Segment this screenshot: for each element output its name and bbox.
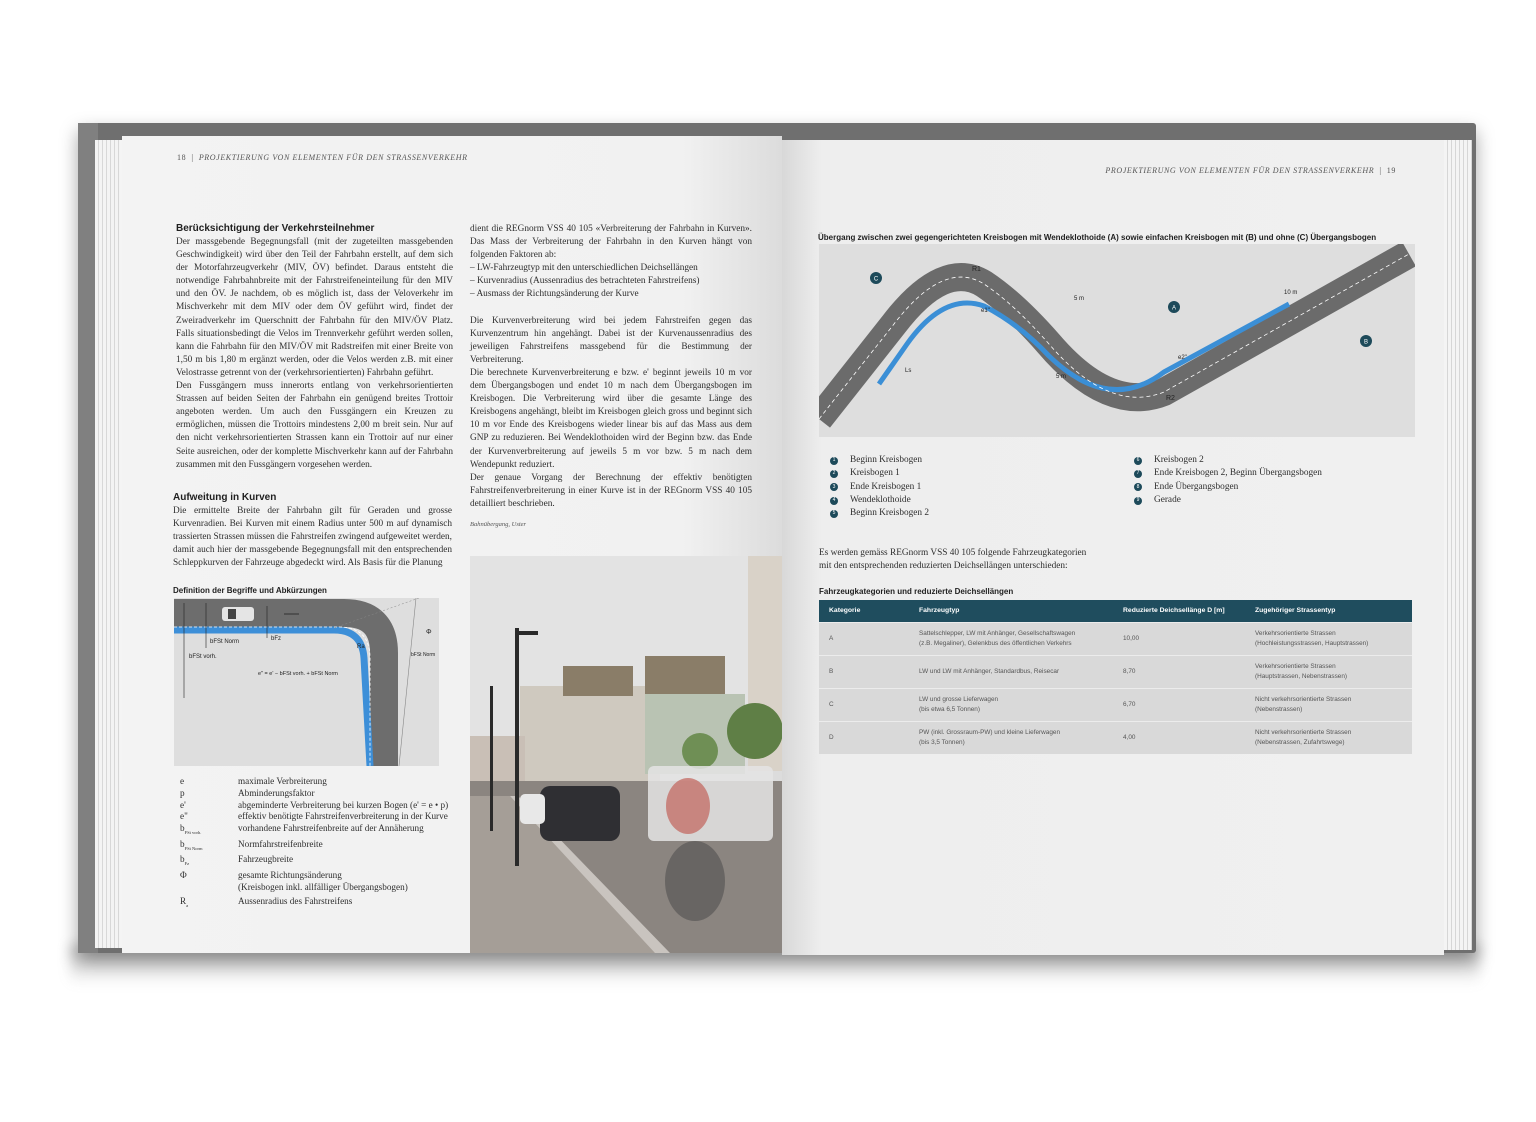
curve-widening-diagram — [174, 598, 439, 766]
table-row: C LW und grosse Lieferwagen (bis etwa 6,5 Tonnen) 6,70 Nicht verkehrsorientierte Strassen (Nebenstrassen) — [819, 688, 1412, 721]
column-header: Kategorie — [819, 600, 909, 622]
label-5m-b: 5 m — [1056, 374, 1067, 380]
legend-item: 3 Ende Kreisbogen 1 — [830, 481, 929, 494]
page-number: 19 — [1386, 166, 1396, 175]
legend-item: 5 Beginn Kreisbogen 2 — [830, 507, 929, 520]
section-heading: Berücksichtigung der Verkehrsteilnehmer — [176, 223, 375, 234]
curve-transition-diagram — [819, 244, 1415, 437]
table-header-row — [819, 600, 1412, 622]
list-item: – Ausmass der Richtungsänderung der Kurve — [470, 289, 639, 300]
running-title: PROJEKTIERUNG VON ELEMENTEN FÜR DEN STRASSENVERKEHR — [1105, 166, 1375, 175]
section-body — [173, 505, 452, 570]
table-title: Fahrzeugkategorien und reduzierte Deichsellängen — [819, 587, 1014, 596]
page-number: 18 — [177, 153, 187, 162]
legend-item: 1 Beginn Kreisbogen — [830, 454, 929, 467]
legend-item: 9 Gerade — [1134, 494, 1322, 507]
column-header: Fahrzeugtyp — [909, 600, 1113, 622]
label-bfst-norm-2: bFSt Norm — [411, 652, 436, 658]
abbreviation-list — [180, 776, 448, 911]
abbr-row: $b_{FSt vorh.}$ vorhandene Fahrstreifenbreite auf der Annäherung — [180, 823, 424, 836]
diagram-legend-right — [1134, 454, 1322, 507]
label-5m-a: 5 m — [1074, 296, 1085, 302]
paragraph: Die Kurvenverbreiterung wird bei jedem Fahrstreifen gegen das Kurvenzentrum hin angehängt. Dabei ist der Kurvenaussenradius des jeweiligen Fahrstreifens massgebend für die Bestimmung der Verbreiterung. — [470, 315, 752, 365]
list-item: – LW-Fahrzeugtyp mit den unterschiedlichen Deichsellängen — [470, 263, 698, 274]
curve-diagram-svg — [174, 598, 439, 766]
right-page — [782, 140, 1444, 955]
marker-c: C — [873, 276, 879, 283]
paragraph: Die ermittelte Breite der Fahrbahn gilt für Geraden und grosse Kurvenradien. Bei Kurven mit einem Radius unter 500 m auf dynamisch trassierten Strassen müssen die Fahrstreifen zwingend aufgeweitet werden, damit auch hier der massgebende Begegnungsfall mit den entsprechenden Schleppkurven der Fahrzeuge abgedeckt wird. Als Basis für die Planung — [173, 506, 452, 569]
legend-item: 4 Wendeklothoide — [830, 494, 929, 507]
figure-title: Übergang zwischen zwei gegengerichteten Kreisbogen mit Wendeklothoide (A) sowie einfachen Kreisbogen mit (B) und ohne (C) Übergangsbogen — [818, 233, 1377, 242]
legend-item: 2 Kreisbogen 1 — [830, 467, 929, 480]
abbr-row: Φ gesamte Richtungsänderung — [180, 870, 342, 881]
column-header: Zugehöriger Strassentyp — [1245, 600, 1412, 622]
paragraph: Den Fussgängern muss innerorts entlang von verkehrsorientierten Strassen auf beiden Seiten der Fahrbahn ein genügend breites Trottoir angeboten werden. Um auch den Fussgängern ein Kreuzen zu ermöglichen, müssen die Trottoirs mindestens 2,00 m breit sein. Nur auf den nicht verkehrsorientierten Strassen kann ein Trottoir auf nur einer Seite ausreichen, oder der komplette Mischverkehr kann auf der Fahrbahn zusammen mit den Fussgängern vorgesehen werden. — [176, 381, 453, 470]
abbr-row: $R_a$ Aussenradius des Fahrstreifens — [180, 895, 353, 908]
paragraph: Der genaue Vorgang der Berechnung der effektiv benötigten Fahrstreifenverbreiterung in einer Kurve ist in der REGnorm VSS 40 105 detailliert beschrieben. — [470, 472, 752, 509]
abbr-row: (Kreisbogen inkl. allfälliger Übergangsbogen) — [238, 881, 408, 892]
abbr-row: e maximale Verbreiterung — [180, 776, 327, 786]
label-bfz: bFz — [271, 636, 282, 642]
paragraph: Der massgebende Begegnungsfall (mit der zugeteilten massgebenden Geschwindigkeit) wird über den Teil der Fahrbahn erstellt, auf dem sich der Motorfahrzeugverkehr (MIV, ÖV) befindet. Daraus entsteht die notwendige Fahrbahnbreite mit der Fahrstreifeneinteilung für den MIV und den ÖV. Je nachdem, ob es möglich ist, dass der Veloverkehr im Mischverkehr mit dem MIV oder dem ÖV geführt wird, findet der Zweiradverkehr im Querschnitt der Fahrbahn für den MIV/ÖV Platz. Falls situationsbedingt die Velos im Trennverkehr geführt werden sollen, kann die Fahrbahn für den MIV/ÖV mit Radstreifen mit einer Breite von 1,50 m bis 1,80 m ergänzt werden, oder die Velos werden z.B. mit einer Velostrasse getrennt von der (verkehrsorientierten) Fahrbahn geführt. — [176, 237, 453, 378]
marker-a: A — [1171, 305, 1177, 312]
label-r1: R1 — [972, 266, 981, 273]
section-heading: Aufweitung in Kurven — [173, 492, 277, 503]
street-photo-illustration — [470, 556, 782, 953]
label-e1: e1" — [981, 308, 990, 314]
legend-item: 8 Ende Übergangsbogen — [1134, 481, 1322, 494]
table-intro: Es werden gemäss REGnorm VSS 40 105 folgende Fahrzeugkategorien mit den entsprechenden reduzierten Deichsellängen unterschieden: — [819, 548, 1087, 572]
section-body — [176, 236, 453, 472]
label-ra: Ra — [357, 644, 365, 650]
marker-b: B — [1363, 339, 1369, 346]
abbr-row: p Abminderungsfaktor — [180, 787, 315, 798]
running-head-right: PROJEKTIERUNG VON ELEMENTEN FÜR DEN STRASSENVERKEHR | 19 — [1105, 166, 1396, 175]
page-edges-right — [1440, 140, 1472, 950]
label-e2: e2" — [1178, 355, 1187, 361]
label-ls: Ls — [905, 368, 912, 374]
label-r2: R2 — [1166, 395, 1175, 402]
table-row: A Sattelschlepper, LW mit Anhänger, Gesellschaftswagen (z.B. Megaliner), Gelenkbus des öffentlichen Verkehrs 10,00 Verkehrsorientierte Strassen (Hochleistungsstrassen, Hauptstrassen) — [819, 622, 1412, 655]
abbr-row: $b_{FSt Norm}$ Normfahrstreifenbreite — [180, 838, 323, 851]
label-phi: Φ — [426, 629, 432, 636]
curve-transition-svg — [819, 244, 1415, 437]
label-10m: 10 m — [1284, 290, 1298, 296]
legend-item: 6 Kreisbogen 2 — [1134, 454, 1322, 467]
legend-item: 7 Ende Kreisbogen 2, Beginn Übergangsbogen — [1134, 467, 1322, 480]
table-row: B LW und LW mit Anhänger, Standardbus, Reisecar 8,70 Verkehrsorientierte Strassen (Hauptstrassen, Nebenstrassen) — [819, 655, 1412, 688]
left-page — [122, 136, 782, 953]
abbr-row: e' abgeminderte Verbreiterung bei kurzen Bogen (e' = e • p) — [180, 799, 449, 810]
label-bfst-norm: bFSt Norm — [210, 639, 240, 645]
label-bfst-vorh: bFSt vorh. — [189, 654, 217, 660]
street-photo — [470, 556, 782, 953]
photo-caption: Bahnübergang, Uster — [470, 521, 527, 528]
column-header: Reduzierte Deichsellänge D [m] — [1113, 600, 1245, 622]
list-item: – Kurvenradius (Aussenradius des betrachteten Fahrstreifens) — [470, 276, 700, 287]
abbr-row: $b_{Fz}$ Fahrzeugbreite — [180, 854, 294, 867]
table-row: D PW (inkl. Grossraum-PW) und kleine Lieferwagen (bis 3,5 Tonnen) 4,00 Nicht verkehrsorientierte Strassen (Nebenstrassen, Zufahrtswege) — [819, 721, 1412, 754]
column-two-text — [470, 223, 752, 511]
diagram-legend-left — [830, 454, 929, 520]
figure-title: Definition der Begriffe und Abkürzungen — [173, 586, 327, 595]
vehicle-category-table — [819, 600, 1412, 754]
paragraph: dient die REGnorm VSS 40 105 «Verbreiterung der Fahrbahn in Kurven». Das Mass der Verbreiterung der Fahrbahn in den Kurven hängt von folgenden Faktoren ab: — [470, 224, 752, 261]
label-formula: e" = e' − bFSt vorh. + bFSt Norm — [258, 671, 338, 677]
paragraph: Die berechnete Kurvenverbreiterung e bzw. e' beginnt jeweils 10 m vor dem Übergangsbogen und endet 10 m nach dem Übergangsbogen im Kreisbogen. Die Verbreiterung wird über die gesamte Länge des Kreisbogens angehängt, bleibt im Kreisbogen gleich gross und beginnt sich 10 m vor Ende des Kreisbogens wieder linear bis auf das Mass aus dem GNP zu reduzieren. Bei Wendeklothoiden wird der Beginn bzw. das Ende der Kurvenverbreiterung auf jeweils 5 m vor bzw. 5 m nach dem Wendepunkt reduziert. — [470, 367, 752, 470]
running-title: PROJEKTIERUNG VON ELEMENTEN FÜR DEN STRASSENVERKEHR — [198, 153, 468, 162]
running-head-left: 18 | PROJEKTIERUNG VON ELEMENTEN FÜR DEN STRASSENVERKEHR — [177, 153, 468, 162]
abbr-row: e" effektiv benötigte Fahrstreifenverbreiterung in der Kurve — [180, 811, 448, 822]
